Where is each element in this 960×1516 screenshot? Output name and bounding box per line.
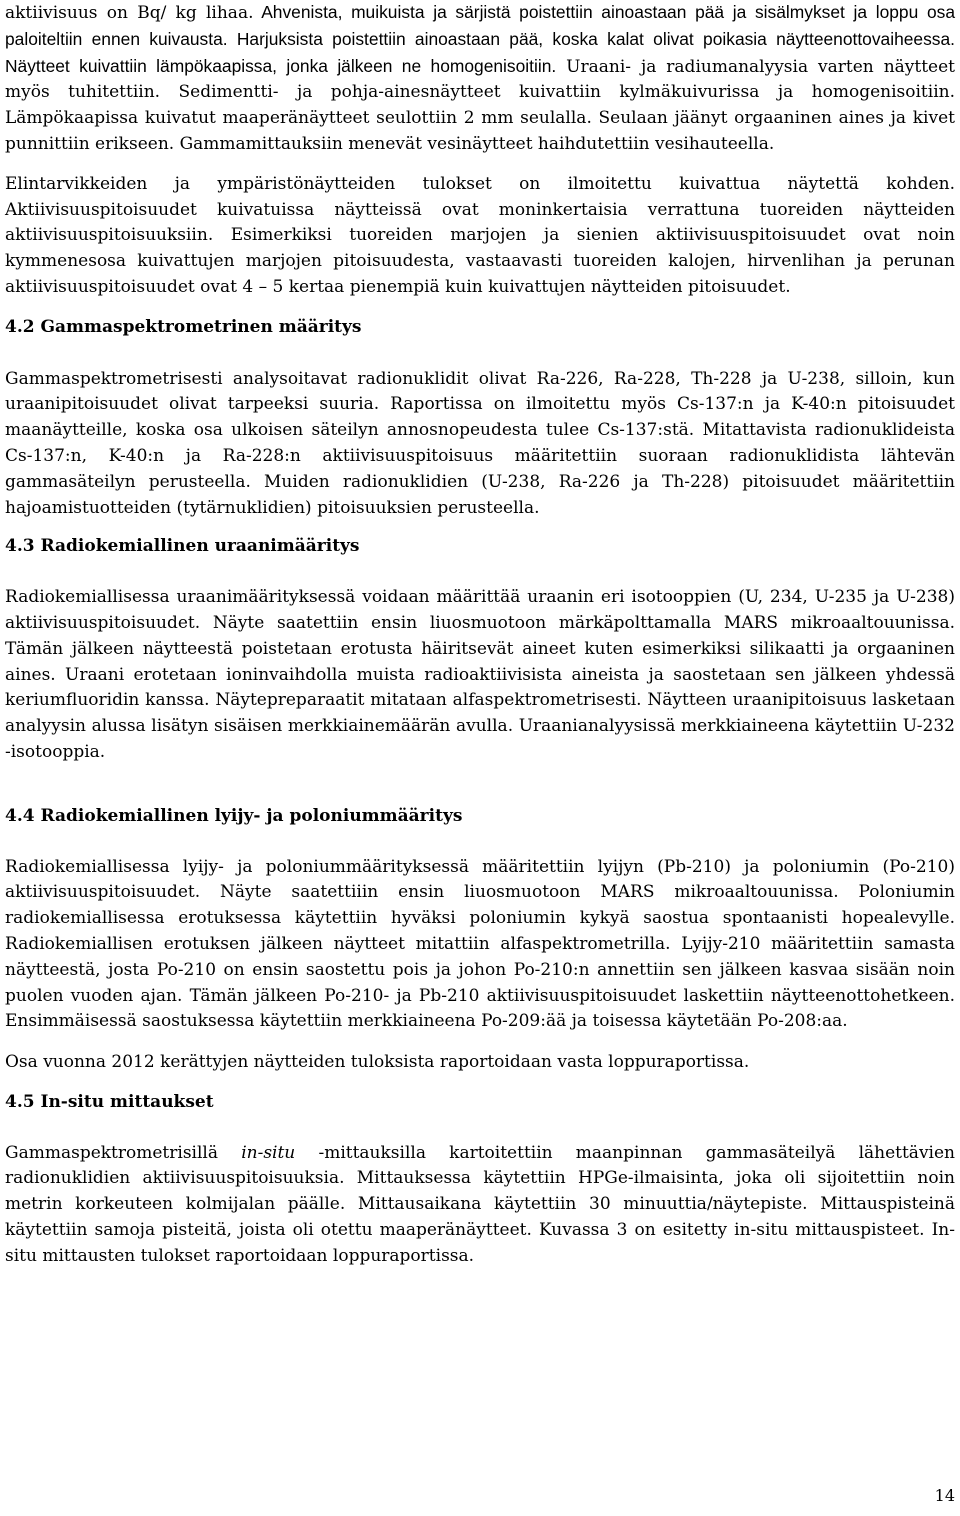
text-serif-sentence-5: Gammamittauksiin menevät vesinäytteet haihdutettiin vesihauteella. [174,133,775,154]
paragraph-gamma-spectrometry: Gammaspektrometrisesti analysoitavat radionuklidit olivat Ra-226, Ra-228, Th-228 ja U-238, silloin, kun uraanipitoisuudet olivat tarpeeksi suuria. Raportissa on ilmoitettu myös Cs-137:n ja K-40:n pitoisuudet maanäytteille, koska osa ulkoisen säteilyn annosnopeudesta tulee Cs-137:stä. Mitattavista radionuklideista Cs-137:n, K-40:n ja Ra-228:n aktiivisuuspitoisuus määritettiin suoraan radionuklidista lähtevän gammasäteilyn perusteella. Muiden radionuklidien (U-238, Ra-226 ja Th-228) pitoisuudet määritettiin hajoamistuotteiden (tytärnuklidien) pitoisuuksien perusteella. [5,368,955,518]
heading-4-2: 4.2 Gammaspektrometrinen määritys [5,316,362,337]
paragraph-lead-polonium-analysis: Radiokemiallisessa lyijy- ja poloniummäärityksessä määritettiin lyijyn (Pb-210) ja poloniumin (Po-210) aktiivisuuspitoisuudet. Näyte saatettiiin ensin liuosmuotoon MARS mikroaaltouunissa. Poloniumin radiokemiallisessa erotuksessa käytettiin hyväksi poloniumin kykyä saostua spontaanisti hopealevylle. Radiokemiallisen erotuksen jälkeen näytteet mitattiin alfaspektrometrilla. Lyijy-210 määritettiin samasta näytteestä, josta Po-210 on ensin saostettu pois ja johon Po-210:n annettiin sen jälkeen kasvaa sisään noin puolen vuoden ajan. Tämän jälkeen Po-210- ja Pb-210 aktiivisuuspitoisuudet laskettiin näytteenottohetkeen. Ensimmäisessä saostuksessa käytettiin merkkiaineena Po-209:ää ja toisessa käytetään Po-208:aa. [5,856,955,1032]
text-serif-lead: aktiivisuus on Bq/ kg lihaa. [5,3,254,23]
text-serif-sentence-2: Sedimentti- ja pohja-ainesnäytteet kuivattiin kylmäkuivurissa ja homogenisoitiin. [160,82,955,103]
text-insitu-before: Gammaspektrometrisillä [5,1142,242,1163]
paragraph-sample-preparation [5,0,955,158]
heading-4-4: 4.4 Radiokemiallinen lyijy- ja poloniummääritys [5,805,463,826]
paragraph-in-situ-measurements [5,1141,955,1270]
paragraph-final-report-note: Osa vuonna 2012 kerättyjen näytteiden tuloksista raportoidaan vasta loppuraportissa. [5,1052,750,1073]
text-sans-sentence-2: Harjuksista poistettiin ainoastaan pää, koska kalat olivat poikasia näytteenottovaiheessa. [227,28,955,49]
text-sans-sentence-3: Näytteet kuivattiin lämpökaapissa, jonka jälkeen ne homogenisoitiin. [5,55,557,76]
text-insitu-after: -mittauksilla kartoitettiin maanpinnan gammasäteilyä lähettävien radionuklidien aktiivisuuspitoisuuksia. Mittauksessa käytettiin HPGe-ilmaisinta, joka oli sijoitettiin noin metrin korkeuteen kolmijalan päälle. Mittausaikana käytettiin 30 minuuttia/näytepiste. Mittauspisteinä käytettiin samoja pisteitä, joista oli otettu maaperänäytteet. Kuvassa 3 on esitetty in-situ mittauspisteet. In-situ mittausten tulokset raportoidaan loppuraportissa. [5,1142,955,1266]
text-serif-sentence-1: Uraani- ja radiumanalyysia varten näytteet myös tuhitettiin. [5,56,956,103]
page-number: 14 [934,1486,955,1505]
paragraph-uranium-analysis: Radiokemiallisessa uraanimäärityksessä voidaan määrittää uraanin eri isotooppien (U, 234, U-235 ja U-238) aktiivisuuspitoisuudet. Näyte saatettiin ensin liuosmuotoon märkäpolttamalla MARS mikroaaltouunissa. Tämän jälkeen näytteestä poistetaan erotusta häiritsevät aineet kuten esimerkiksi silikaatti ja orgaaninen aines. Uraani erotetaan ioninvaihdolla muista radioaktiivisista aineista ja saostetaan sen jälkeen yhdessä keriumfluoridin kanssa. Näytepreparaatit mitataan alfaspektrometrisesti. Näytteen uraanipitoisuus lasketaan analyysin alussa lisätyn sisäisen merkkiainemäärän avulla. Uraanianalyysissä merkkiaineena käytettiin U-232 -isotooppia. [5,587,955,762]
document-page [5,0,955,1270]
paragraph-dry-weight-results: Elintarvikkeiden ja ympäristönäytteiden tulokset on ilmoitettu kuivattua näytettä kohden. Aktiivisuuspitoisuudet kuivatuissa näytteissä ovat moninkertaisia verrattuna tuoreiden näytteiden aktiivisuuspitoisuuksiin. Esimerkiksi tuoreiden marjojen ja sienien aktiivisuuspitoisuudet ovat noin kymmenesosa kuivattujen marjojen pitoisuudesta, vastaavasti tuoreiden kalojen, hirvenlihan ja perunan aktiivisuuspitoisuudet ovat 4 – 5 kertaa pienempiä kuin kuivattujen näytteiden pitoisuudet. [5,173,955,297]
heading-4-5: 4.5 In-situ mittaukset [5,1091,214,1112]
text-serif-sentence-3: Lämpökaapissa kuivatut maaperänäytteet seulottiin 2 mm seulalla. [5,108,592,129]
text-insitu-italic: in-situ [241,1142,296,1163]
text-serif-sentence-4: Seulaan jäänyt orgaaninen aines ja kivet punnittiin erikseen. [5,108,955,154]
heading-4-3: 4.3 Radiokemiallinen uraanimääritys [5,536,360,557]
text-sans-sentence-1: Ahvenista, muikuista ja särjistä poistettiin ainoastaan pää ja sisälmykset ja loppu osa paloiteltiin ennen kuivausta. [5,2,955,49]
